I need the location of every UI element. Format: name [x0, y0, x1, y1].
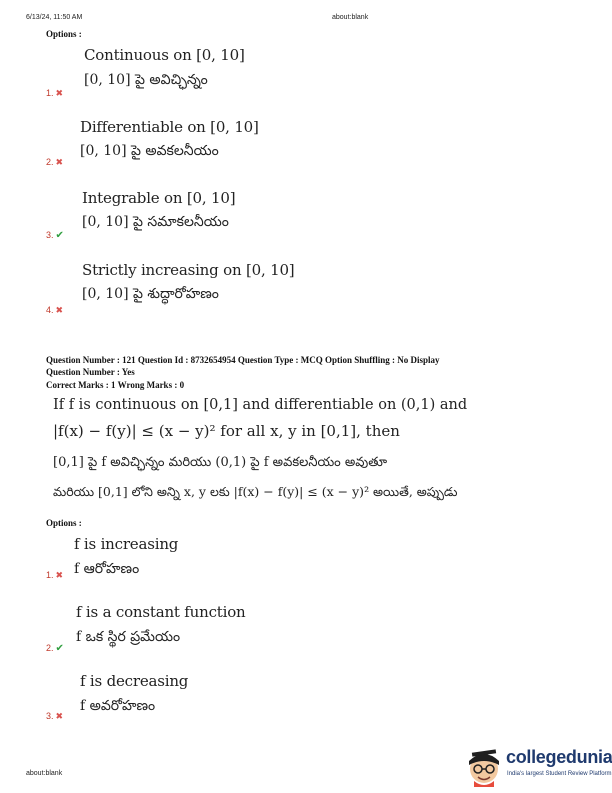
- answer-3-te: f అవరోహణం: [80, 698, 156, 714]
- wrong-mark-icon: ✖: [55, 88, 64, 98]
- option-1-number: 1. ✖: [46, 88, 64, 98]
- answer-1-te: f ఆరోహణం: [74, 561, 140, 577]
- answer-2-number: 2. ✔: [46, 643, 64, 654]
- correct-check-icon: ✔: [55, 643, 64, 654]
- option-1-te: [0, 10] పై అవిచ్ఛిన్నం: [84, 72, 208, 88]
- print-url: about:blank: [332, 14, 369, 21]
- answer-3-number: 3. ✖: [46, 711, 64, 721]
- wrong-mark-icon: ✖: [55, 711, 64, 721]
- answer-2-te: f ఒక స్థిర ప్రమేయం: [76, 629, 181, 645]
- wrong-mark-icon: ✖: [55, 570, 64, 580]
- option-2-te: [0, 10] పై అవకలనీయం: [80, 143, 219, 159]
- option-4-te: [0, 10] పై శుద్ధారోహణం: [82, 286, 219, 302]
- marks-line: Correct Marks : 1 Wrong Marks : 0: [46, 380, 185, 390]
- print-datetime: 6/13/24, 11:50 AM: [26, 14, 83, 21]
- option-3-te: [0, 10] పై సమాకలనీయం: [82, 214, 229, 230]
- option-1-en: Continuous on [0, 10]: [84, 46, 245, 64]
- option-2-number: 2. ✖: [46, 157, 64, 167]
- wrong-mark-icon: ✖: [55, 157, 64, 167]
- option-2-en: Differentiable on [0, 10]: [80, 118, 259, 136]
- answer-3-en: f is decreasing: [80, 672, 189, 690]
- options-label: Options :: [46, 518, 82, 528]
- question-te-line1: [0,1] పై f అవిచ్ఛిన్నం మరియు (0,1) పై f అవకలనీయం అవుతూ: [53, 455, 388, 470]
- correct-check-icon: ✔: [55, 230, 64, 241]
- option-4-number: 4. ✖: [46, 305, 64, 315]
- collegedunia-logo: [464, 745, 612, 789]
- question-en-line1: If f is continuous on [0,1] and differentiable on (0,1) and: [53, 397, 468, 413]
- option-3-number: 3. ✔: [46, 230, 64, 241]
- answer-1-en: f is increasing: [74, 535, 179, 553]
- question-meta-line1: Question Number : 121 Question Id : 8732654954 Question Type : MCQ Option Shuffling : No Display: [46, 355, 440, 365]
- footer-url: about:blank: [26, 770, 63, 777]
- question-meta-line2: Question Number : Yes: [46, 367, 135, 377]
- question-en-line2: |f(x) − f(y)| ≤ (x − y)² for all x, y in [0,1], then: [53, 422, 400, 440]
- answer-2-en: f is a constant function: [76, 603, 246, 621]
- logo-name: collegedunia: [506, 747, 612, 767]
- options-label: Options :: [46, 29, 82, 39]
- option-3-en: Integrable on [0, 10]: [82, 189, 236, 207]
- mascot-icon: [464, 745, 504, 789]
- wrong-mark-icon: ✖: [55, 305, 64, 315]
- question-te-line2: మరియు [0,1] లోని అన్ని x, y లకు |f(x) − f(y)| ≤ (x − y)² అయితే, అప్పుడు: [53, 484, 458, 499]
- answer-1-number: 1. ✖: [46, 570, 64, 580]
- option-4-en: Strictly increasing on [0, 10]: [82, 261, 295, 279]
- logo-tagline: India's largest Student Review Platform: [507, 771, 612, 777]
